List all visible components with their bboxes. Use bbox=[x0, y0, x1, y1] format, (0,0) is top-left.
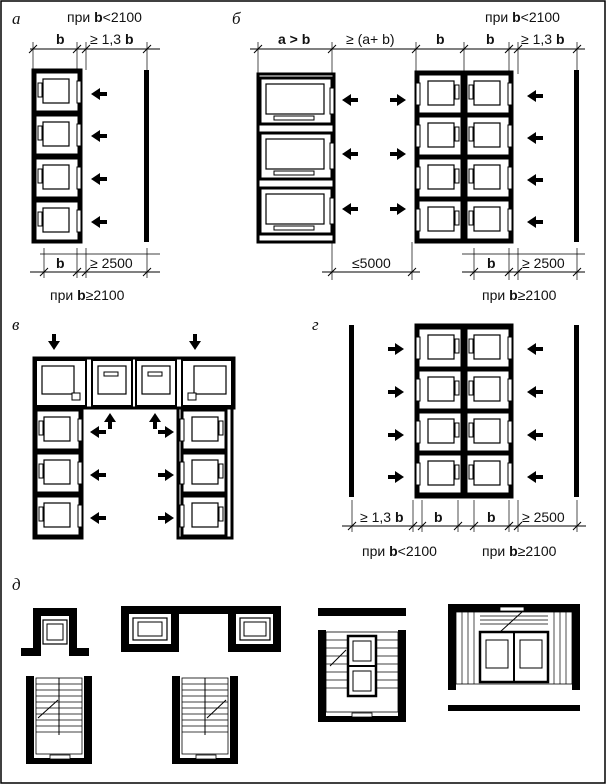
panel-g-dim-b1: b bbox=[434, 509, 443, 525]
elevator-car bbox=[416, 116, 462, 156]
panel-b-dim-b-bottom: b bbox=[487, 255, 496, 271]
arrow-left-icon bbox=[527, 90, 543, 102]
panel-b-wall bbox=[574, 70, 579, 242]
arrow-right-icon bbox=[388, 386, 404, 398]
panel-a-dim-b-bottom: b bbox=[56, 255, 65, 271]
panel-a-bottom-caption: при b≥2100 bbox=[50, 287, 125, 303]
elevator-car bbox=[416, 158, 462, 198]
panel-b-dim-min-top: ≥ 1,3 b bbox=[521, 31, 565, 47]
panel-g-dim-min-left: ≥ 1,3 b bbox=[360, 509, 404, 525]
elevator-car bbox=[35, 158, 81, 198]
panel-a-letter: а bbox=[12, 9, 21, 28]
panel-b-dim-b2: b bbox=[486, 31, 495, 47]
elevator-car bbox=[36, 496, 82, 536]
elevator-car bbox=[36, 453, 82, 493]
panel-g-right-wall bbox=[574, 325, 579, 497]
large-elevator-car bbox=[260, 188, 334, 234]
arrow-down-icon bbox=[189, 334, 201, 350]
arrow-right-icon bbox=[388, 471, 404, 483]
arrow-left-icon bbox=[90, 512, 106, 524]
elevator-car bbox=[466, 370, 512, 410]
arrow-left-icon bbox=[90, 426, 106, 438]
panel-d-letter: д bbox=[12, 575, 21, 594]
panel-b-dim-a-gt-b: a > b bbox=[278, 31, 311, 47]
arrow-left-icon bbox=[527, 174, 543, 186]
arrow-right-icon bbox=[158, 426, 174, 438]
elevator-car bbox=[180, 410, 226, 450]
arrow-right-icon bbox=[158, 469, 174, 481]
panel-v bbox=[12, 315, 234, 538]
elevator-car bbox=[466, 74, 512, 114]
panel-g-caption-right: при b≥2100 bbox=[482, 543, 557, 559]
elevator-car bbox=[466, 328, 512, 368]
panel-a-top-caption: при b<2100 bbox=[67, 9, 142, 25]
arrow-left-icon bbox=[527, 386, 543, 398]
arrow-right-icon bbox=[388, 343, 404, 355]
panel-b-dim-min-bottom: ≥ 2500 bbox=[522, 255, 565, 271]
panel-v-letter: в bbox=[12, 315, 20, 334]
arrow-right-icon bbox=[390, 148, 406, 160]
panel-a bbox=[12, 9, 160, 303]
arrow-left-icon bbox=[342, 94, 358, 106]
elevator-car bbox=[416, 74, 462, 114]
panel-a-dim-min-top: ≥ 1,3 b bbox=[90, 31, 134, 47]
large-elevator-car bbox=[260, 133, 334, 179]
arrow-left-icon bbox=[91, 216, 107, 228]
elevator-car bbox=[416, 328, 462, 368]
elevator-car bbox=[466, 454, 512, 494]
panel-d bbox=[12, 575, 580, 764]
elevator-car bbox=[35, 115, 81, 155]
elevator-car bbox=[35, 201, 81, 241]
elevator-car bbox=[466, 158, 512, 198]
arrow-right-icon bbox=[158, 512, 174, 524]
panel-g-dim-min-right: ≥ 2500 bbox=[522, 509, 565, 525]
arrow-up-icon bbox=[149, 413, 161, 429]
panel-a-wall bbox=[144, 70, 149, 242]
panel-a-dim-b-top: b bbox=[56, 31, 65, 47]
panel-g-dim-b2: b bbox=[487, 509, 496, 525]
plan-stair-1 bbox=[26, 676, 92, 764]
arrow-left-icon bbox=[342, 148, 358, 160]
large-elevator-car bbox=[260, 78, 334, 124]
arrow-left-icon bbox=[527, 429, 543, 441]
elevator-car bbox=[416, 454, 462, 494]
plan-stair-with-elevators bbox=[318, 608, 406, 722]
panel-b-top-caption: при b<2100 bbox=[485, 9, 560, 25]
arrow-left-icon bbox=[91, 173, 107, 185]
panel-b-bottom-caption: при b≥2100 bbox=[482, 287, 557, 303]
arrow-left-icon bbox=[527, 471, 543, 483]
elevator-car bbox=[180, 496, 226, 536]
elevator-car bbox=[466, 116, 512, 156]
plan-two-shafts bbox=[121, 606, 281, 652]
panel-b-letter: б bbox=[232, 9, 241, 28]
arrow-right-icon bbox=[390, 94, 406, 106]
panel-a-dim-min-bottom: ≥ 2500 bbox=[90, 255, 133, 271]
panel-b-dim-le-5000: ≤5000 bbox=[352, 255, 391, 271]
arrow-left-icon bbox=[91, 88, 107, 100]
arrow-right-icon bbox=[388, 429, 404, 441]
arrow-up-icon bbox=[104, 413, 116, 429]
elevator-car bbox=[180, 453, 226, 493]
arrow-left-icon bbox=[342, 203, 358, 215]
elevator-car bbox=[466, 200, 512, 240]
panel-g-caption-left: при b<2100 bbox=[362, 543, 437, 559]
arrow-left-icon bbox=[527, 216, 543, 228]
arrow-left-icon bbox=[527, 343, 543, 355]
arrow-left-icon bbox=[90, 469, 106, 481]
arrow-left-icon bbox=[91, 130, 107, 142]
arrow-left-icon bbox=[527, 132, 543, 144]
elevator-car bbox=[466, 412, 512, 452]
panel-g bbox=[312, 315, 586, 559]
panel-g-letter: г bbox=[312, 315, 319, 334]
elevator-car bbox=[416, 200, 462, 240]
panel-g-left-wall bbox=[349, 325, 354, 497]
elevator-car bbox=[416, 412, 462, 452]
panel-b bbox=[232, 9, 585, 303]
plan-single-shaft bbox=[21, 608, 89, 656]
elevator-car bbox=[416, 370, 462, 410]
panel-b-dim-ge-ab: ≥ (a+ b) bbox=[346, 31, 395, 47]
panel-b-dim-b1: b bbox=[436, 31, 445, 47]
plan-stair-2 bbox=[172, 676, 238, 764]
arrow-down-icon bbox=[48, 334, 60, 350]
elevator-car bbox=[35, 72, 81, 112]
arrow-right-icon bbox=[390, 203, 406, 215]
plan-stair-with-two-elevators bbox=[448, 604, 580, 711]
elevator-car bbox=[36, 410, 82, 450]
